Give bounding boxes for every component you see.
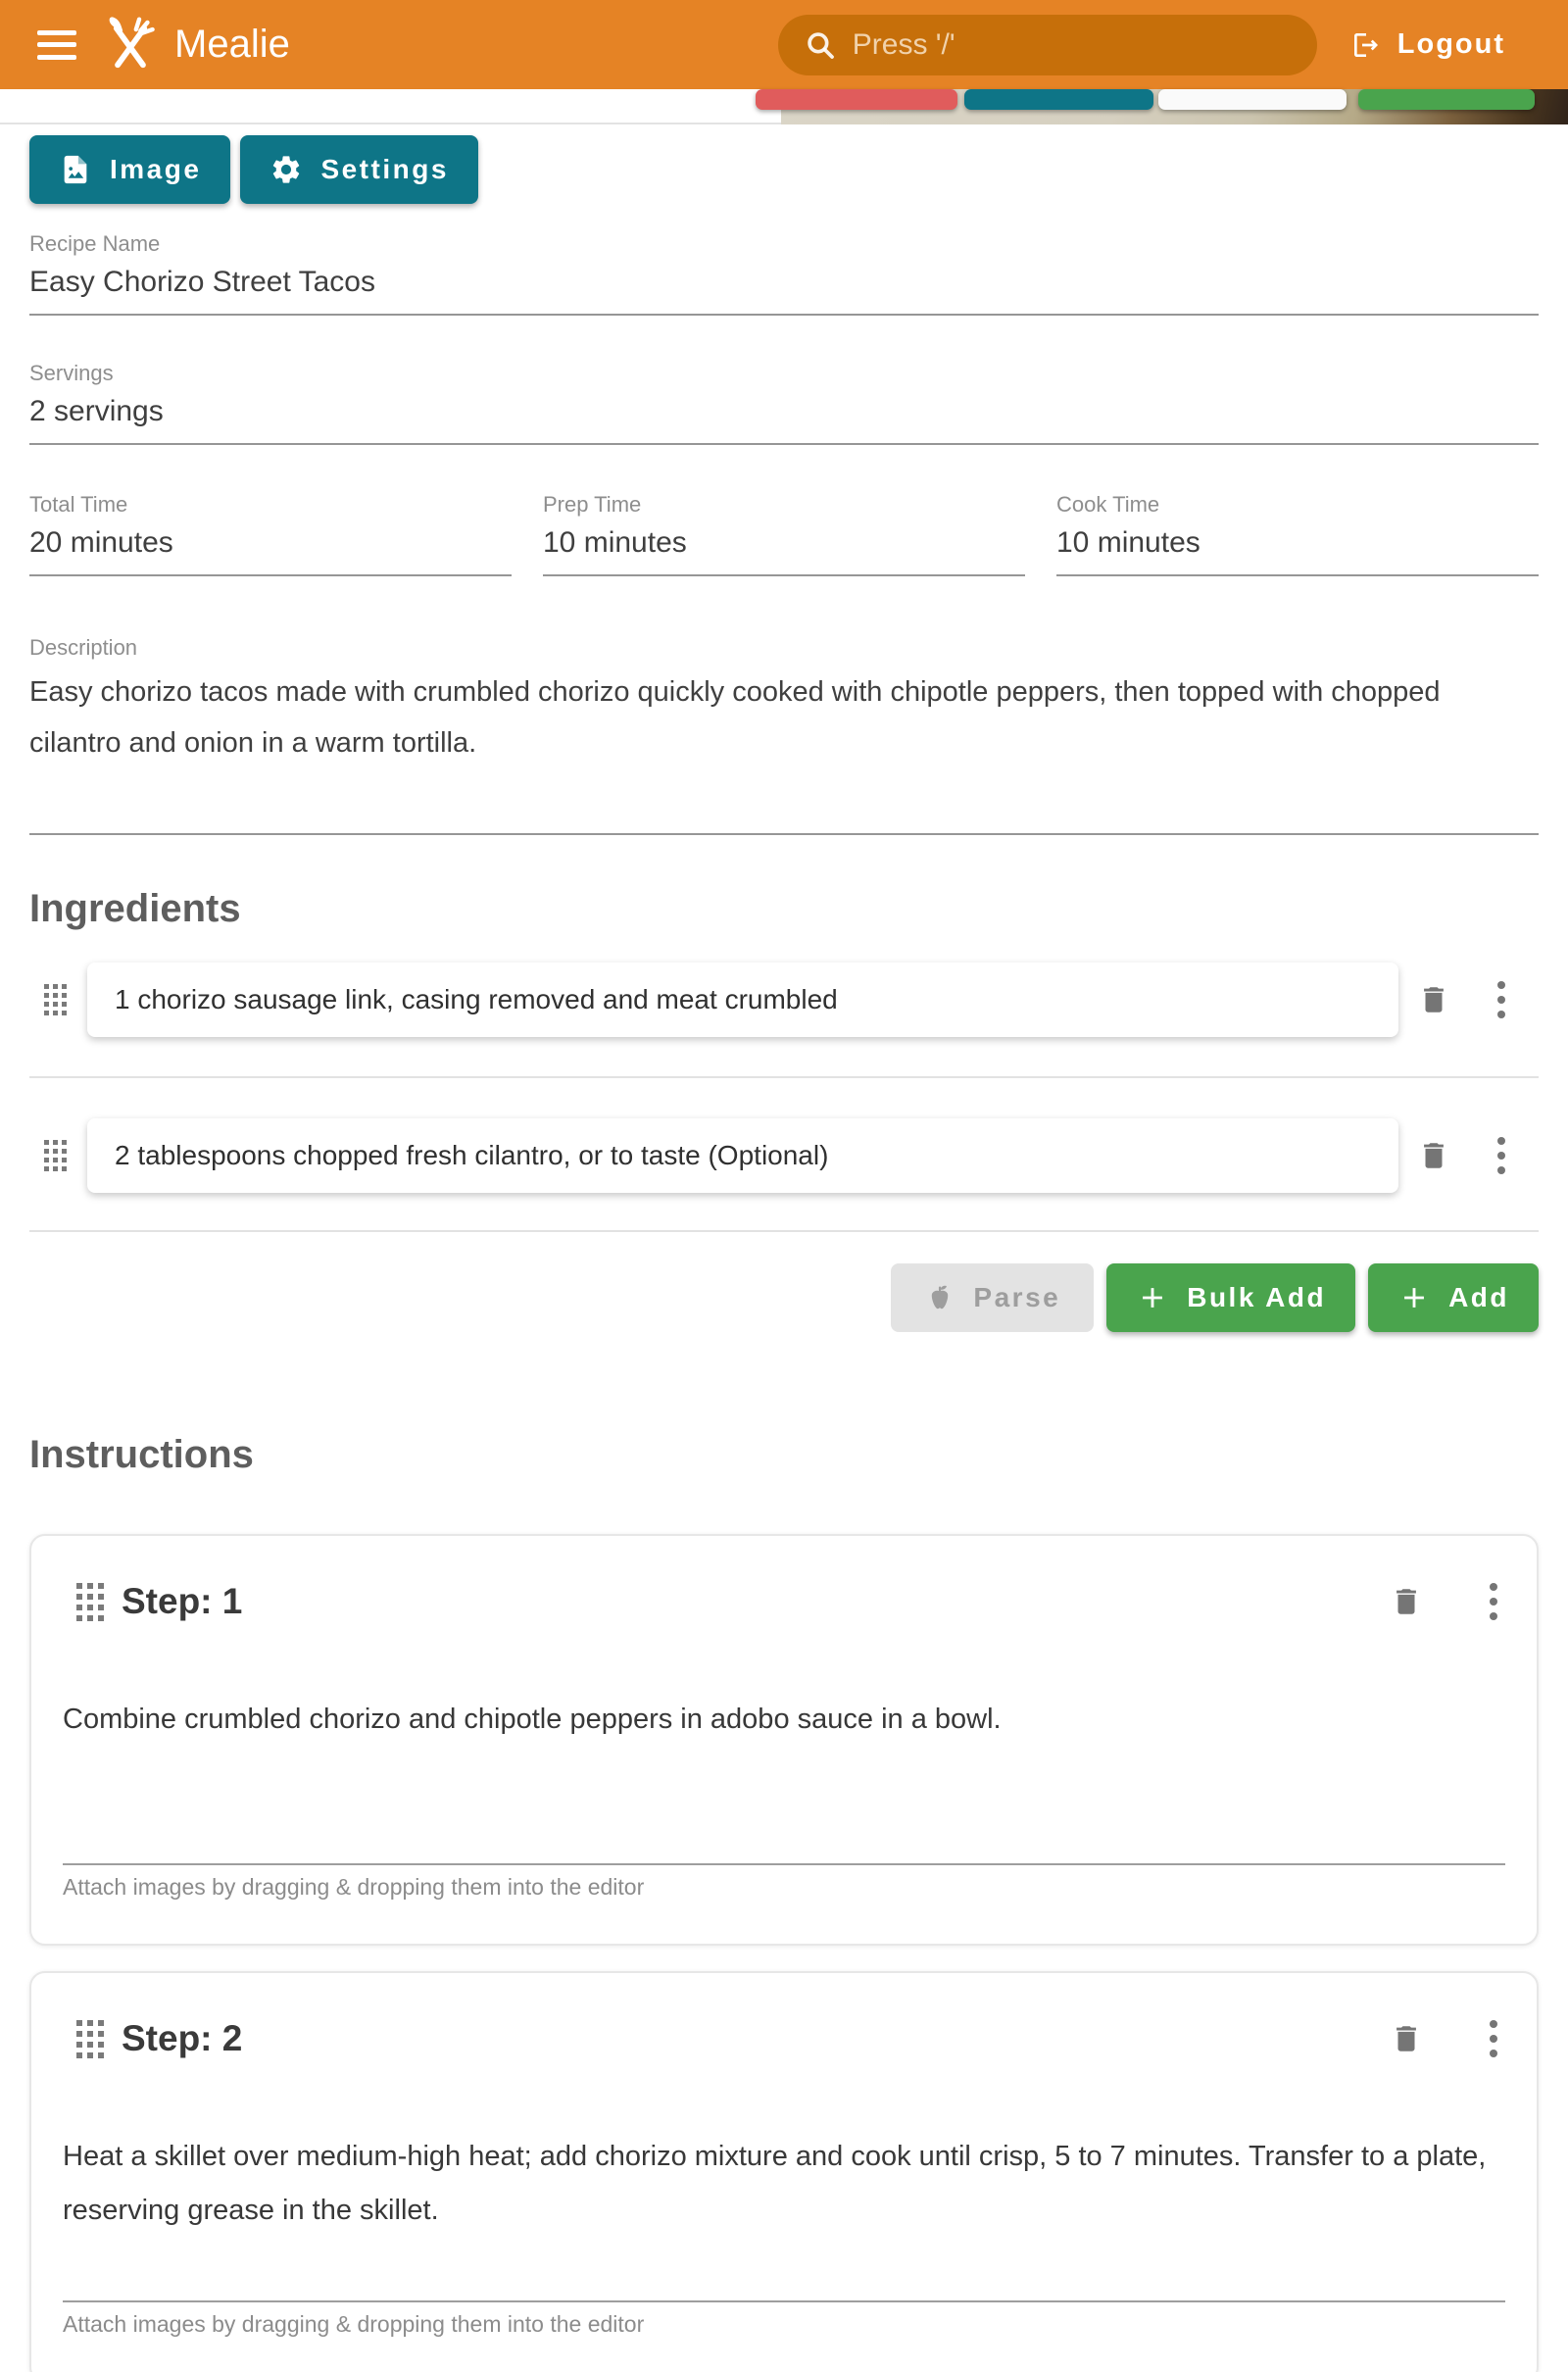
mealie-logo-icon: [100, 12, 161, 77]
image-action-button-white[interactable]: [1158, 89, 1347, 110]
ingredient-divider: [29, 1230, 1539, 1232]
ingredient-row: [29, 1118, 1539, 1193]
gear-icon: [270, 153, 303, 186]
instruction-step-card: [29, 1971, 1539, 2372]
logout-label: Logout: [1396, 28, 1505, 60]
description-textarea[interactable]: Easy chorizo tacos made with crumbled chorizo quickly cooked with chipotle peppers, then topped with chopped cilantro and onion in a warm tortilla.: [29, 676, 1441, 759]
instruction-step-card: [29, 1534, 1539, 1946]
servings-field: [29, 361, 1539, 445]
ingredient-row: [29, 963, 1539, 1037]
step-header: [63, 2016, 1505, 2061]
delete-step-button[interactable]: [1390, 1585, 1423, 1618]
servings-label: Servings: [29, 361, 114, 385]
drag-handle-icon[interactable]: [76, 1583, 104, 1621]
recipe-name-field: [29, 231, 1539, 316]
description-field: [29, 635, 1539, 835]
delete-ingredient-button[interactable]: [1416, 983, 1451, 1016]
step-title: Step: 1: [122, 1581, 243, 1621]
app-bar: [0, 0, 1568, 89]
ingredient-card: [87, 963, 1398, 1037]
search-input[interactable]: [853, 28, 1292, 62]
attach-images-area: [63, 2300, 1505, 2338]
editor-toolbar: [29, 135, 1539, 204]
step-header: [63, 1579, 1505, 1624]
ingredient-menu-icon[interactable]: [1482, 977, 1521, 1022]
total-time-field: [29, 492, 512, 576]
delete-step-button[interactable]: [1390, 2022, 1423, 2055]
ingredients-heading: Ingredients: [29, 887, 241, 930]
ingredient-card: [87, 1118, 1398, 1193]
file-image-icon: [59, 153, 92, 186]
prep-time-label: Prep Time: [543, 492, 642, 517]
logout-icon: [1350, 29, 1382, 61]
settings-button[interactable]: [240, 135, 477, 204]
ingredient-input[interactable]: [115, 1140, 1371, 1171]
settings-button-label: Settings: [320, 154, 449, 184]
image-button-label: Image: [110, 154, 202, 184]
recipe-name-input[interactable]: [29, 263, 1539, 302]
drag-handle-icon[interactable]: [44, 984, 67, 1015]
plus-icon: [1397, 1281, 1431, 1314]
image-action-button-teal[interactable]: [964, 89, 1153, 110]
ingredient-menu-icon[interactable]: [1482, 1133, 1521, 1178]
add-button-label: Add: [1448, 1282, 1509, 1312]
image-button[interactable]: [29, 135, 230, 204]
search-icon: [804, 28, 837, 62]
cook-time-field: [1056, 492, 1539, 576]
parse-button[interactable]: [891, 1263, 1094, 1332]
add-button[interactable]: [1368, 1263, 1539, 1332]
time-fields-row: [29, 492, 1539, 576]
cook-time-label: Cook Time: [1056, 492, 1160, 517]
ingredient-divider: [29, 1076, 1539, 1078]
total-time-label: Total Time: [29, 492, 128, 517]
step-menu-icon[interactable]: [1474, 1579, 1513, 1624]
attach-hint: Attach images by dragging & dropping them into the editor: [63, 2311, 645, 2337]
menu-icon[interactable]: [37, 30, 76, 60]
apple-icon: [924, 1282, 956, 1313]
step-text-editor[interactable]: Combine crumbled chorizo and chipotle peppers in adobo sauce in a bowl.: [63, 1704, 1002, 1735]
bulk-add-button-label: Bulk Add: [1187, 1282, 1327, 1312]
attach-hint: Attach images by dragging & dropping them into the editor: [63, 1874, 645, 1900]
prep-time-field: [543, 492, 1025, 576]
recipe-image-strip: [0, 89, 1568, 124]
bulk-add-button[interactable]: [1106, 1263, 1355, 1332]
ingredient-actions: [29, 1263, 1539, 1332]
ingredient-input[interactable]: [115, 984, 1371, 1015]
delete-ingredient-button[interactable]: [1416, 1139, 1451, 1172]
logout-button[interactable]: [1350, 28, 1505, 61]
prep-time-input[interactable]: [543, 523, 1025, 563]
image-action-button-red[interactable]: [756, 89, 957, 110]
recipe-editor: [0, 135, 1568, 2372]
step-menu-icon[interactable]: [1474, 2016, 1513, 2061]
step-text-editor[interactable]: Heat a skillet over medium-high heat; add chorizo mixture and cook until crisp, 5 to 7 minutes. Transfer to a plate, reserving grease in the skillet.: [63, 2141, 1487, 2226]
parse-button-label: Parse: [973, 1282, 1061, 1312]
description-label: Description: [29, 635, 138, 660]
recipe-name-label: Recipe Name: [29, 231, 161, 256]
drag-handle-icon[interactable]: [44, 1140, 67, 1171]
instructions-heading: Instructions: [29, 1433, 254, 1476]
cook-time-input[interactable]: [1056, 523, 1539, 563]
step-title: Step: 2: [122, 2018, 243, 2058]
plus-icon: [1136, 1281, 1169, 1314]
search-bar[interactable]: [778, 15, 1317, 75]
drag-handle-icon[interactable]: [76, 2020, 104, 2058]
app-title: Mealie: [174, 23, 290, 66]
image-action-button-green[interactable]: [1358, 89, 1535, 110]
total-time-input[interactable]: [29, 523, 512, 563]
servings-input[interactable]: [29, 392, 1539, 431]
attach-images-area: [63, 1863, 1505, 1901]
